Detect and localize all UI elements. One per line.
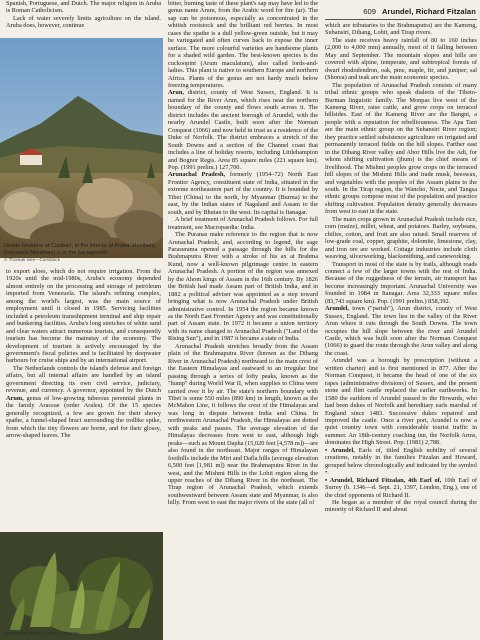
column-2 bbox=[168, 0, 318, 640]
entry-text: Earls of, titled English nobility of several creations, notably in the families Fitzalan and Howard, grouped below chronologically and indicated by the symbol •. bbox=[325, 446, 477, 477]
paragraph: which are tributaries to the Brahmaputra) are the Kameng, Subansiri, Dihang, Lohit, and Tirap rivers. bbox=[325, 22, 477, 37]
photo-credit: © Thomas Ives—Comstock bbox=[4, 257, 60, 262]
entry-term: • Arundel, bbox=[325, 446, 355, 454]
entry-term: Arunachal Pradesh, bbox=[168, 171, 226, 179]
arum-photo-caption bbox=[4, 631, 159, 638]
column-1-body bbox=[6, 268, 161, 395]
paragraph: Lack of water severely limits agriculture on the island. Aruba does, however, continue bbox=[6, 14, 161, 30]
entry-term: Arum, bbox=[6, 395, 24, 402]
entry-term: Arundel, bbox=[325, 305, 349, 313]
paragraph: The state receives heavy rainfall of 80 to 160 inches (2,000 to 4,000 mm) annually, most of it falling between May and September. The mountain slopes and hills are covered with alpine, temperate, and subtropical forests of dwarf rhododendron, oak, pine, maple, fir, and juniper; sal (Shorea) and teak are the main economic species. bbox=[325, 36, 477, 82]
paragraph: The main crops grown in Arunachal Pradesh include rice, corn (maize), millet, wheat, and potatoes. Barley, soybeans, chilies, cotton, and fruit are also raised. Small reserves of low-grade coal, copper, graphite, dolomite, limestone, clay, and iron ore are worked. Cottage industries include cloth weaving, silverworking, blacksmithing, and caneworking. bbox=[325, 215, 477, 261]
arum-plant-illustration bbox=[0, 532, 163, 640]
paragraph: Spanish, Portuguese, and Dutch. The major religion in Aruba is Roman Catholicism. bbox=[6, 0, 161, 15]
arum-plant-photo bbox=[0, 532, 163, 640]
entry-richard-fitzalan bbox=[325, 477, 477, 499]
paragraph: bitter, burning taste of these plant's sap may have led to the genus name Arum, from the Arabic word for fire (ar). The sap can be poisonous, especially as concentrated in the whitish rootstock and the brilliant red berries. In most cases the spathe is a dull yellow-green outside, but it may be variegated and often curves back to expose the inner surface. The more colourful varieties are handsome plants for a shaded wild garden. The best-known species is the cuckoopint (Arum maculatum), also called lords-and-ladies. This plant is native to southern Europe and northern Africa. Plants of the genus are not hardy much below freezing temperatures. bbox=[168, 0, 318, 89]
entry-earls-of-arundel bbox=[325, 447, 477, 477]
entry-arum bbox=[6, 395, 161, 440]
aruba-landscape-illustration bbox=[0, 38, 163, 258]
entry-text: formerly (1954–72) North East Frontier Agency, constituent state of India, situated in the extreme northeastern part of the country. It is bounded by Tibet (China) to the north, by Myanmar (Burma) to the east, by the Indian states of Nagaland and Assam to the south, and by Bhutan to the west. Its capital is Itanagar. bbox=[168, 171, 318, 216]
column-3 bbox=[325, 22, 477, 640]
paragraph: Arunachal Pradesh stretches broadly from the Assam plain of the Brahmaputra River (known as the Dihang River in Arunachal Pradesh) northward to the main crest of the Eastern Himalayas and eastward to an irregular line passing through a series of lofty peaks, known as the "hump" during World War II, when supplies to China were carried over it by air. The state's northern boundary with Tibet is some 550 miles (890 km) in length, known as the McMahon Line, it follows the crest of the Himalayas and was long in dispute between India and China. In northwestern Arunachal Pradesh, the Himalayas are dotted with peaks and passes. The average elevation of the Himalayas decreases from west to east, although high peaks—such as Mount Dapha (15,020 feet [4,578 m])—are also found in the northeast. Major ranges of Himalayan foothills include the Miri and Dafla hills (average elevation 6,500 feet [1,981 m]) near the Brahmaputra River in the west, and the Mishmi Hills in the Lohit region along the upper reaches of the Dibang River in the northeast. The Tirap region of Arunachal Pradesh, which extends southwestward between Assam state and Myanmar, is also hilly. From west to east the major rivers of the state (all of bbox=[168, 342, 318, 507]
paragraph: Arundel was a borough by prescription (without a written charter) and is first mentioned in 877. After the Norman Conquest, it became the head of one of the six rapes (administrative divisions) of Sussex, and the present stone and flint castle replaced the earlier earthworks. In 1580 the earldom of Arundel passed to the Howards, who had been dukes of Norfolk and hereditary earls marshal of England since 1483. Successive dukes repaired and improved the castle. Once a river port, Arundel is now a quiet country town with considerable tourist traffic in summer. An 18th-century coaching inn, the Norfolk Arms, dominates the High Street. Pop. (1981) 2,788. bbox=[325, 357, 477, 447]
caption-text: Diorite boulders at Casibari, in the interior of Aruba. Hooiberg (Haystack Mountain) is in the background bbox=[4, 243, 156, 256]
entry-text: genus of low-growing tuberous perennial plants in the family Araceae (order Arales). Of the 15 species generally recognized, a few are grown for their showy spathe, a funnel-shaped bract surrounding the rodlike spike, from which the tiny flowers are borne, and for their glossy, arrow-shaped leaves. The bbox=[6, 395, 161, 440]
caption-mid: arum ( bbox=[26, 631, 45, 637]
page-number: 609 bbox=[363, 6, 376, 16]
entry-text: town ("parish"), Arun district, county of West Sussex, England. The town lies in the valley of the River Arun where it cuts through the South Downs. The town occupies the hill slope between the river and Arundel Castle, which was built soon after the Norman Conquest (1066) to guard the route through the Arun valley and along the coast. bbox=[325, 305, 477, 357]
running-header bbox=[322, 4, 476, 18]
entry-arun bbox=[168, 89, 318, 171]
paragraph: The Puranas make reference to the region that is now Arunachal Pradesh, and, according to legend, the sage Parasurama opened a passage through the hills for the Brahmaputra River with a stroke of his ax at Brahma Kund, now a well-known pilgrimage centre in eastern Arunachal Pradesh. A portion of the region was annexed by the Ahom kings of Assam in the 16th century. By 1826 the British had made Assam part of British India, and in 1882 a political adviser was appointed as a step toward bringing what is now Arunachal Pradesh under British administrative control. In 1954 the region became known as the North East Frontier Agency and was constitutionally part of Assam state. In 1972 it became a union territory with its name changed to Arunachal Pradesh ("Land of the Rising Sun"), and in 1987 it became a state of India. bbox=[168, 231, 318, 343]
entry-text: 10th Earl of Surrey (b. 1346—d. Sept. 21, 1397, London, Eng.), one of the chief opponents of Richard II. bbox=[325, 476, 477, 499]
paragraph: A brief treatment of Arunachal Pradesh follows. For full treatment, see Macropaedia: India. bbox=[168, 216, 318, 231]
running-head-title: Arundel, Richard Fitzalan bbox=[381, 6, 476, 16]
paragraph: The population of Arunachal Pradesh consists of many tribal ethnic groups who speak dialects of the Tibeto-Burman linguistic family. The Monpas live west of the Kameng River, raise cattle, and grow crops on terraced hillsides. East of the Kameng River are the Bangni, a people with a reputation for rebelliousness. The Apa Tani are the main ethnic group on the Subansiri River region; they practice settled subsistence agriculture on irrigated and permanently terraced fields on the hill slopes. Farther east in the Dihang River valley and Abor Hills live the Adi, for whom shifting cultivation (jhum) is the chief means of livelihood. The Mishmi peoples grow crops on the terraced hill slopes of the Mishmi Hills and trade musk, beeswax, and vegetables with the peoples of the Assam plains to the south. In the Tirap region, the Wancho, Nocte, and Tangsa ethnic groups compose most of the population and practice shifting cultivation. Population density generally decreases from west to east in the state. bbox=[325, 81, 477, 216]
entry-arunachal-pradesh bbox=[168, 171, 318, 216]
column-1-top bbox=[6, 0, 161, 38]
caption-prefix: Arisarum bbox=[4, 631, 27, 637]
column-1-arum bbox=[6, 395, 161, 533]
paragraph: He began as a member of the royal council during the minority of Richard II and about bbox=[325, 499, 477, 514]
caption-species: Arum vulgare bbox=[44, 631, 78, 637]
header-rule bbox=[325, 19, 477, 20]
aruba-photo-caption bbox=[4, 243, 159, 264]
caption-close: ) bbox=[77, 631, 80, 637]
entry-term: • Arundel, Richard Fitzalan, 4th Earl of, bbox=[325, 476, 442, 484]
aruba-landscape-photo bbox=[0, 38, 163, 258]
paragraph: to export aloes, which do not require irrigation. From the 1920s until the mid-1980s, Aruba's economy depended almost entirely on the processing and storage of petroleum imported from Venezuela. The island's refining complex, among the world's largest, was the main source of employment until it closed in 1985. Servicing facilities included a petroleum transshipment terminal and ship repair and bunkering facilities. Aruba's long stretches of white sand and clear waters attract numerous tourists, and consequently tourism has become the mainstay of the economy. The development of tourism is actively encouraged by the government's fiscal policies and is facilitated by deepwater harbours for cruise ships and by an international airport. bbox=[6, 268, 161, 365]
paragraph: Transport in most of the state is by trails, although roads connect a few of the larger towns with the rest of India. Because of the ruggedness of the terrain, air transport has become increasingly important. Arunachal University was founded in 1984 in Itanagar. Area 32,333 square miles (83,743 square km). Pop. (1991 prelim.) 858,392. bbox=[325, 260, 477, 305]
entry-arundel bbox=[325, 305, 477, 357]
paragraph: The Netherlands controls the island's defense and foreign affairs, but all internal affairs are handled by an island government directing its own civil service, judiciary, revenue, and currency. A governor, appointed by the Dutch bbox=[6, 364, 161, 395]
entry-term: Arun, bbox=[168, 89, 184, 97]
entry-text: district, county of West Sussex, England. It is named for the River Arun, which rises near the northern boundary of the county and flows south across it. The district includes the ancient borough of Arundel, with the nearby Arundel Castle, built soon after the Norman Conquest (1066) and now held in trust as a residence of the Duke of Norfolk. The district embraces a stretch of the South Downs and a section of the Channel coast that includes a line of holiday resorts, including Littlehampton and Bognor Regis. Area 85 square miles (221 square km). Pop. (1991 prelim.) 127,700. bbox=[168, 89, 318, 171]
